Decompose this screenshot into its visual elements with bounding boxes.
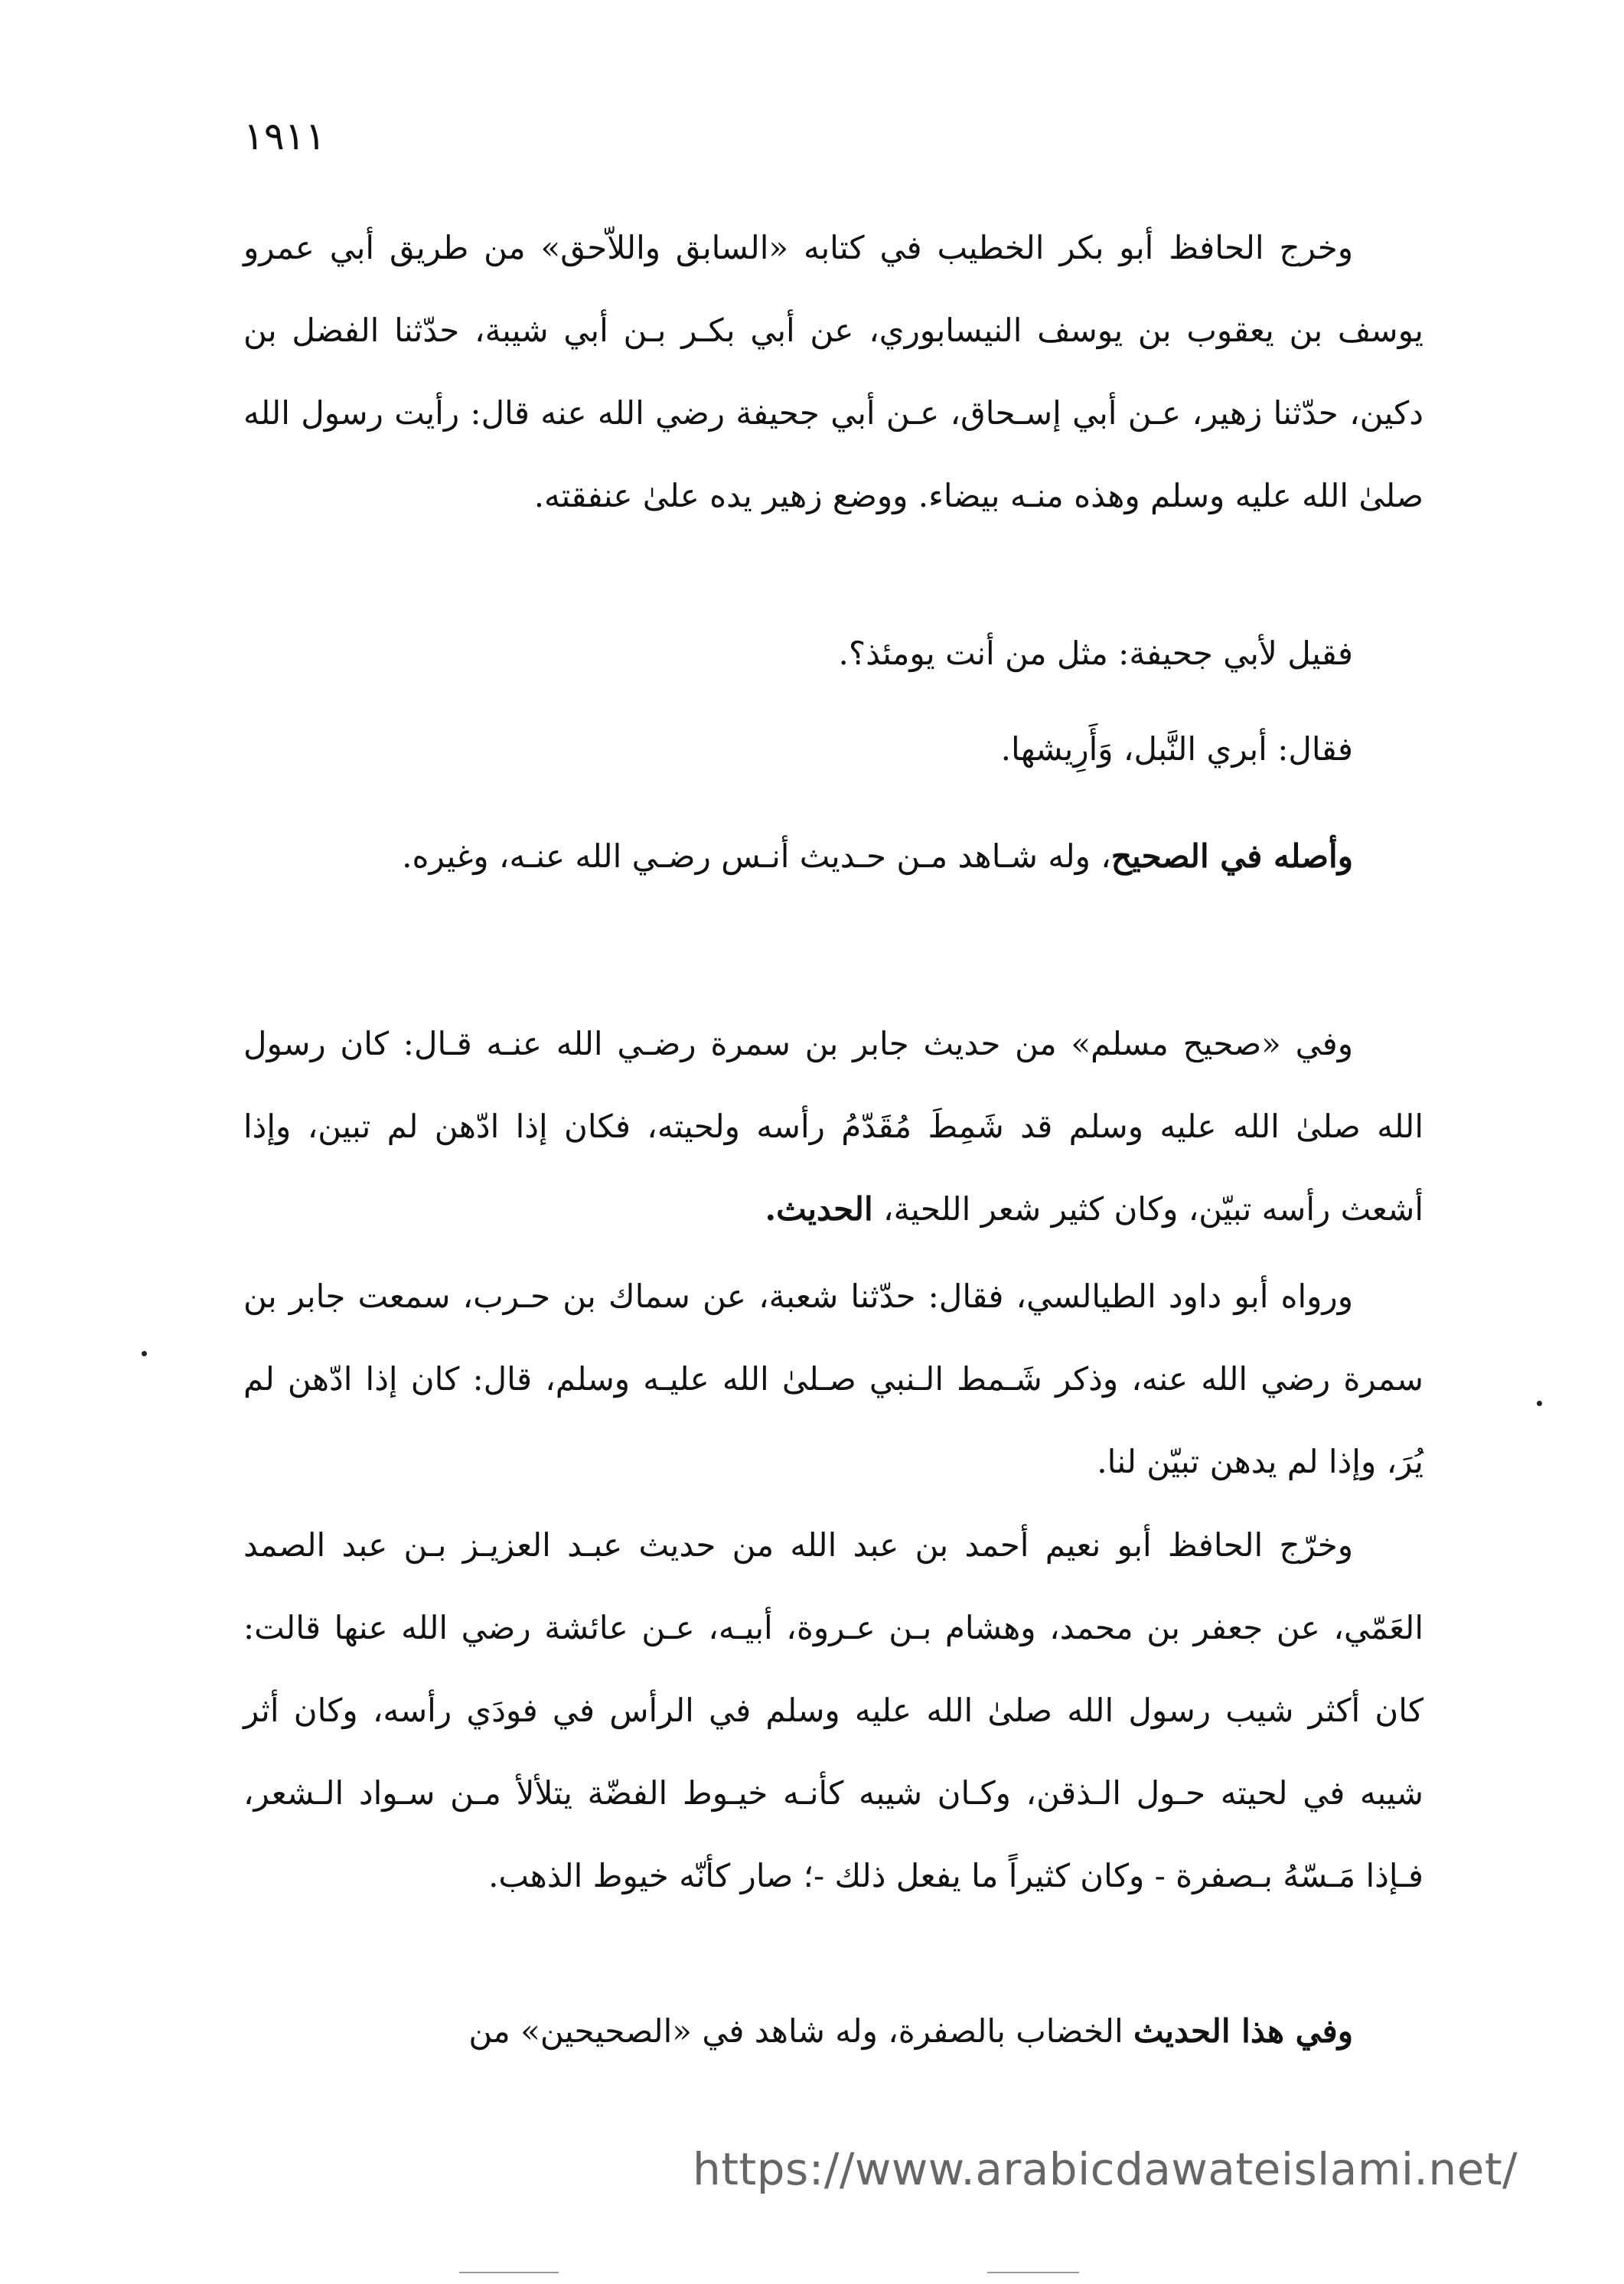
paragraph-sahih-muslim <box>243 1003 1423 1251</box>
paragraph-question <box>243 612 1423 695</box>
paragraph-sahih-origin <box>243 815 1423 898</box>
paragraph-text <box>243 1003 1423 1251</box>
paragraph-khidab <box>243 1990 1423 2073</box>
paragraph-text: وخرّج الحافظ أبو نعيم أحمد بن عبد الله من حديث عبـد العزيـز بـن عبد الصمد العَمّي، عن جعفر بن محمد، وهشام بـن عـروة، أبيـه، عـن عائشة رضي الله عنها قالت: كان أكثر شيب رسول الله صلىٰ الله عليه وسلم في الرأس في فودَي رأسه، وكان أثر شيبه في لحيته حـول الـذقن، وكـان شيبه كأنـه خيـوط الفضّة يتلألأ مـن سـواد الـشعر، فـإذا مَـسّهُ بـصفرة - وكان كثيراً ما يفعل ذلك -؛ صار كأنّه خيوط الذهب. <box>243 1526 1423 1894</box>
paragraph-text <box>243 1990 1423 2073</box>
paragraph-text: فقيل لأبي جحيفة: مثل من أنت يومئذ؟. <box>838 635 1353 672</box>
watermark-url: https://www.arabicdawateislami.net/ <box>693 2143 1518 2195</box>
scan-speck <box>1537 1401 1542 1406</box>
bold-phrase: وفي هذا الحديث <box>1133 2012 1353 2050</box>
regular-phrase: وفي «صحيح مسلم» من حديث جابر بن سمرة رضـي الله عنـه قـال: كان رسول الله صلىٰ الله عليه وسلم قد شَمِطَ مُقَدّمُ رأسه ولحيته، فكان إذا ادّهن لم تبين، وإذا أشعث رأسه تبيّن، وكان كثير شعر اللحية، <box>243 1025 1423 1228</box>
regular-phrase: الخضاب بالصفرة، وله شاهد في «الصحيحين» من <box>468 2012 1133 2050</box>
bottom-rule <box>459 2272 559 2273</box>
paragraph-tayalisi <box>243 1255 1423 1503</box>
paragraph-abu-nuaym <box>243 1504 1423 1917</box>
scan-speck <box>142 1351 147 1356</box>
page-number: ١٩١١ <box>243 114 326 158</box>
paragraph-text: ورواه أبو داود الطيالسي، فقال: حدّثنا شعبة، عن سماك بن حـرب، سمعت جابر بن سمرة رضي الله عنه، وذكر شَـمط الـنبي صـلىٰ الله عليـه وسلم، قال: كان إذا ادّهن لم يُرَ، وإذا لم يدهن تبيّن لنا. <box>243 1277 1423 1480</box>
paragraph-answer <box>243 708 1423 791</box>
paragraph-text <box>243 815 1423 898</box>
bold-phrase: وأصله في الصحيح <box>1110 837 1353 875</box>
paragraph-text: وخرج الحافظ أبو بكر الخطيب في كتابه «السابق واللاّحق» من طريق أبي عمرو يوسف بن يعقوب بن يوسف النيسابوري، عن أبي بكـر بـن أبي شيبة، حدّثنا الفضل بن دكين، حدّثنا زهير، عـن أبي إسـحاق، عـن أبي جحيفة رضي الله عنه قال: رأيت رسول الله صلىٰ الله عليه وسلم وهذه منـه بيضاء. ووضع زهير يده علىٰ عنفقته. <box>243 229 1423 514</box>
paragraph-text: فقال: أبري النَّبل، وَأَرِيشها. <box>1000 730 1353 768</box>
bottom-rule <box>987 2272 1079 2273</box>
bold-phrase: الحديث. <box>765 1190 873 1228</box>
regular-phrase: ، وله شـاهد مـن حـديث أنـس رضـي الله عنـه، وغيره. <box>402 837 1111 875</box>
paragraph-khatib-narration <box>243 207 1423 537</box>
